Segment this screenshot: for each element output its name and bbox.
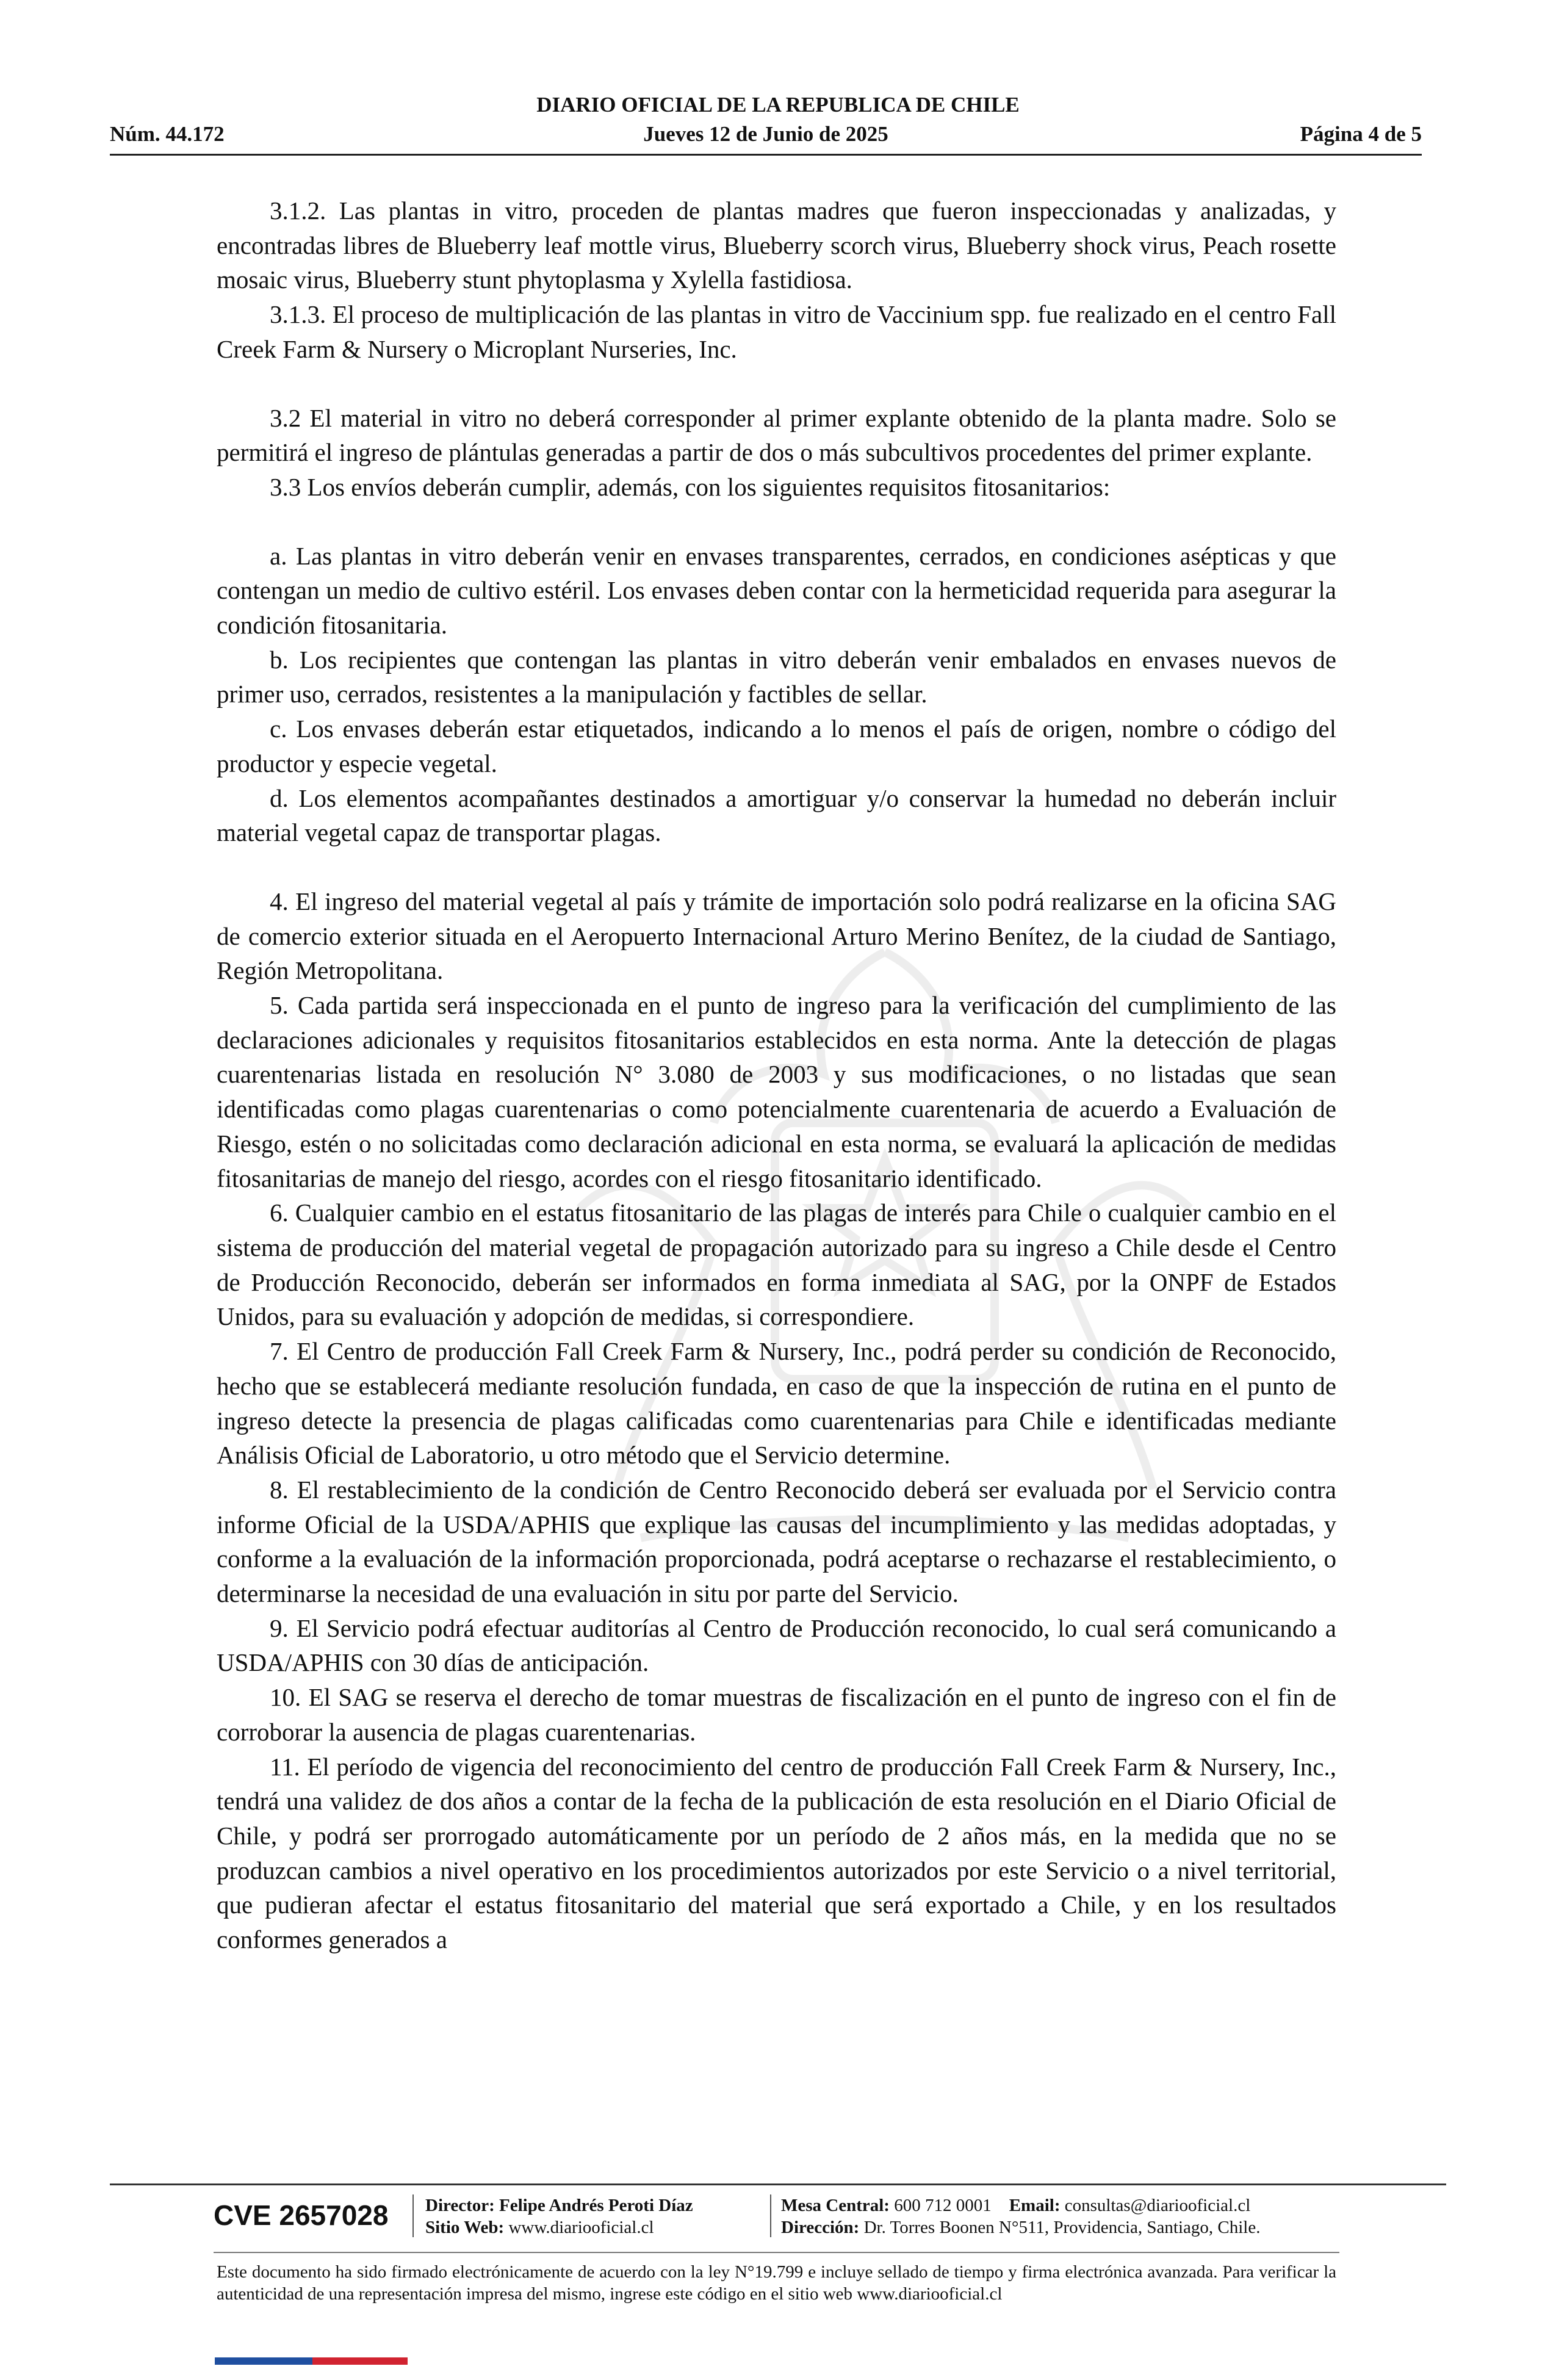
footer-separator [770, 2194, 771, 2237]
paragraph-11: 11. El período de vigencia del reconocimiento del centro de producción Fall Creek Farm & Nursery, Inc., tendrá una validez de dos años a contar de la fecha de la publicación de esta resolución en el Diario Oficial de Chile, y podrá ser prorrogado automáticamente por un período de 2 años más, en la medida que no se produzcan cambios a nivel operativo en los procedimientos autorizados por este Servicio o a nivel territorial, que pudieran afectar el estatus fitosanitario del material que será exportado a Chile, y en los resultados conformes generados a [217, 1752, 1336, 1954]
header-divider [110, 154, 1422, 156]
document-body [217, 193, 1336, 1957]
footer-director-block [425, 2194, 693, 2238]
paragraph-7: 7. El Centro de producción Fall Creek Farm & Nursery, Inc., podrá perder su condición de Reconocido, hecho que se establecerá mediante resolución fundada, en caso de que la inspección de rutina en el punto de ingreso detecte la presencia de plagas calificadas como cuarentenarias para Chile e identificadas mediante Análisis Oficial de Laboratorio, u otro método que el Servicio determine. [217, 1337, 1336, 1469]
mesa-phone: 600 712 0001 [894, 2196, 992, 2215]
header-row [110, 121, 1422, 148]
paragraph-10: 10. El SAG se reserva el derecho de tomar muestras de fiscalización en el punto de ingreso con el fin de corroborar la ausencia de plagas cuarentenarias. [217, 1683, 1336, 1746]
cve-code: CVE 2657028 [214, 2199, 389, 2231]
issue-number: Núm. 44.172 [110, 122, 225, 146]
paragraph-9: 9. El Servicio podrá efectuar auditorías al Centro de Producción reconocido, lo cual será comunicando a USDA/APHIS con 30 días de anticipación. [217, 1614, 1336, 1677]
footer-separator [412, 2194, 414, 2237]
paragraph-d: d. Los elementos acompañantes destinados a amortiguar y/o conservar la humedad no deberán incluir material vegetal capaz de transportar plagas. [217, 784, 1336, 847]
page-indicator: Página 4 de 5 [1300, 122, 1422, 146]
paragraph-b: b. Los recipientes que contengan las plantas in vitro deberán venir embalados en envases nuevos de primer uso, cerrados, resistentes a la manipulación y factibles de sellar. [217, 645, 1336, 709]
email-label: Email: [1009, 2196, 1061, 2215]
director-label: Director: [425, 2196, 495, 2215]
paragraph-3-1-3: 3.1.3. El proceso de multiplicación de las plantas in vitro de Vaccinium spp. fue realizado en el centro Fall Creek Farm & Nursery o Microplant Nurseries, Inc. [217, 300, 1336, 363]
footer-contact-block [781, 2194, 1260, 2238]
website-link[interactable]: www.diariooficial.cl [508, 2218, 654, 2237]
paragraph-5: 5. Cada partida será inspeccionada en el punto de ingreso para la verificación del cumplimiento de las declaraciones adicionales y requisitos fitosanitarios establecidos en esta norma. Ante la detección de plagas cuarentenarias listada en resolución N° 3.080 de 2003 y sus modificaciones, o no listadas que sean identificadas como plagas cuarentenarias o como potencialmente cuarentenaria de acuerdo a Evaluación de Riesgo, estén o no solicitadas como declaración adicional en esta norma, se evaluará la aplicación de medidas fitosanitarias de manejo del riesgo, acordes con el riesgo fitosanitario identificado. [217, 991, 1336, 1192]
paragraph-6: 6. Cualquier cambio en el estatus fitosanitario de las plagas de interés para Chile o cualquier cambio en el sistema de producción del material vegetal de propagación autorizado para su ingreso a Chile desde el Centro de Producción Reconocido, deberán ser informados en forma inmediata al SAG, por la ONPF de Estados Unidos, para su evaluación y adopción de medidas, si correspondiere. [217, 1199, 1336, 1331]
address-label: Dirección: [781, 2218, 860, 2237]
newspaper-title: DIARIO OFICIAL DE LA REPUBLICA DE CHILE [536, 93, 1020, 117]
flag-stripe-red [312, 2357, 408, 2365]
paragraph-c: c. Los envases deberán estar etiquetados, indicando a lo menos el país de origen, nombre o código del productor y especie vegetal. [217, 715, 1336, 777]
issue-date: Jueves 12 de Junio de 2025 [643, 122, 888, 146]
paragraph-3-3: 3.3 Los envíos deberán cumplir, además, con los siguientes requisitos fitosanitarios: [270, 472, 1111, 501]
signature-disclaimer: Este documento ha sido firmado electrónicamente de acuerdo con la ley N°19.799 e incluye sellado de tiempo y firma electrónica avanzada. Para verificar la autenticidad de una representación impresa del mismo, ingrese este código en el sitio web www.diariooficial.cl [217, 2262, 1336, 2304]
paragraph-3-1-2: 3.1.2. Las plantas in vitro, proceden de plantas madres que fueron inspeccionadas y analizadas, y encontradas libres de Blueberry leaf mottle virus, Blueberry scorch virus, Blueberry shock virus, Peach rosette mosaic virus, Blueberry stunt phytoplasma y Xylella fastidiosa. [217, 197, 1336, 294]
email-link[interactable]: consultas@diariooficial.cl [1064, 2196, 1251, 2215]
footer-divider-2 [214, 2252, 1339, 2253]
footer-divider [110, 2183, 1446, 2185]
paragraph-4: 4. El ingreso del material vegetal al país y trámite de importación solo podrá realizarse en la oficina SAG de comercio exterior situada en el Aeropuerto Internacional Arturo Merino Benítez, de la ciudad de Santiago, Región Metropolitana. [217, 887, 1336, 985]
director-name: Felipe Andrés Peroti Díaz [499, 2196, 693, 2215]
flag-stripe-blue [215, 2357, 312, 2365]
paragraph-a: a. Las plantas in vitro deberán venir en envases transparentes, cerrados, en condiciones asépticas y que contengan un medio de cultivo estéril. Los envases deben contar con la hermeticidad requerida para asegurar la condición fitosanitaria. [217, 541, 1336, 640]
paragraph-8: 8. El restablecimiento de la condición de Centro Reconocido deberá ser evaluada por el Servicio contra informe Oficial de la USDA/APHIS que explique las causas del incumplimiento y las medidas adoptadas, y conforme a la evaluación de la información proporcionada, podrá aceptarse o rechazarse el restablecimiento, o determinarse la necesidad de una evaluación in situ por parte del Servicio. [217, 1475, 1336, 1608]
address-value: Dr. Torres Boonen N°511, Providencia, Santiago, Chile. [863, 2218, 1261, 2237]
website-label: Sitio Web: [425, 2218, 505, 2237]
paragraph-3-2: 3.2 El material in vitro no deberá corresponder al primer explante obtenido de la planta madre. Solo se permitirá el ingreso de plántulas generadas a partir de dos o más subcultivos procedentes del primer explante. [217, 403, 1336, 467]
mesa-label: Mesa Central: [781, 2196, 890, 2215]
